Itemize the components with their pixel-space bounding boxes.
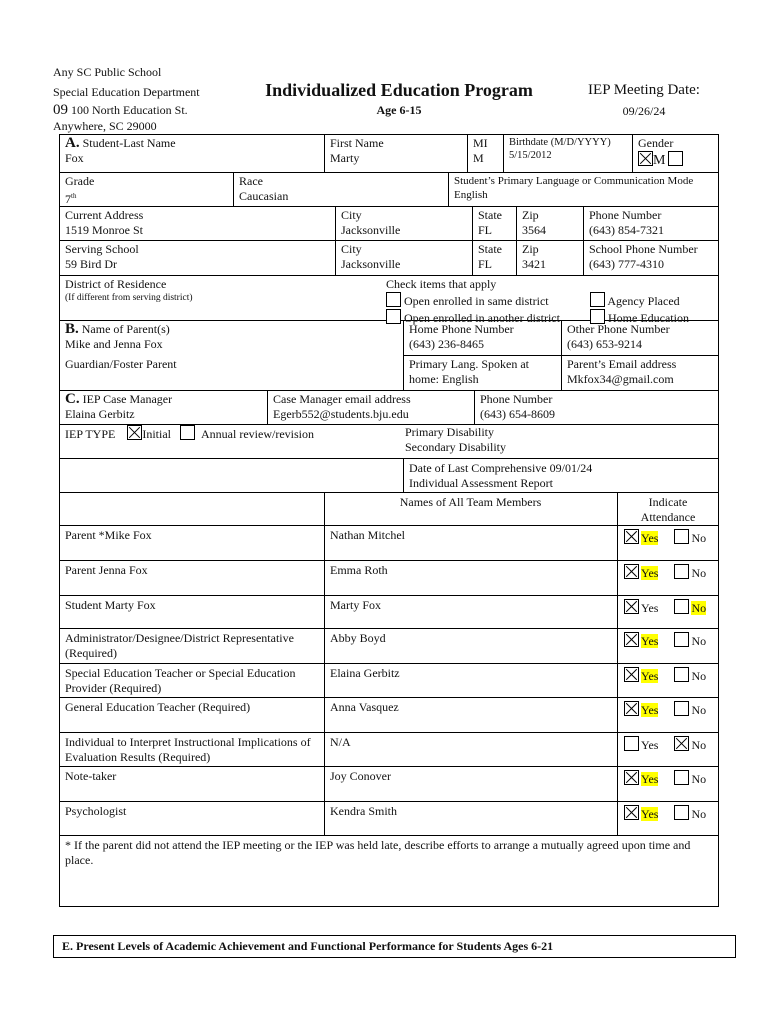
attendance-no-checkbox[interactable] bbox=[674, 529, 689, 544]
parent-email-label: Parent’s Email address bbox=[567, 357, 677, 371]
attendance-no-checkbox[interactable] bbox=[674, 805, 689, 820]
middle-initial-cell bbox=[467, 134, 503, 168]
late-meeting-note: * If the parent did not attend the IEP meeting or the IEP was held late, describe efforts to arrange a mutually agreed upon time and place. bbox=[65, 838, 691, 867]
attendance-yes-checkbox[interactable] bbox=[624, 667, 639, 682]
team-member-name[interactable]: Nathan Mitchel bbox=[330, 528, 405, 542]
home-education-label: Home Education bbox=[608, 311, 689, 325]
school-state-cell bbox=[472, 240, 516, 274]
team-role: General Education Teacher (Required) bbox=[65, 700, 251, 714]
open-another-district-label: Open enrolled in another district bbox=[404, 311, 560, 325]
address-label: Current Address bbox=[65, 208, 144, 222]
birthdate-label: Birthdate (M/D/YYYY) bbox=[509, 137, 611, 148]
serving-school-value[interactable]: 59 Bird Dr bbox=[65, 257, 117, 271]
home-language-cell bbox=[403, 355, 561, 389]
school-header bbox=[53, 64, 200, 134]
attendance-no-label: No bbox=[691, 703, 707, 717]
zip-label: Zip bbox=[522, 208, 539, 222]
gender-m-checkbox[interactable] bbox=[638, 151, 653, 166]
attendance-no-label: No bbox=[691, 531, 707, 545]
guardian-label: Guardian/Foster Parent bbox=[65, 357, 177, 371]
school-phone-cell bbox=[583, 240, 719, 274]
phone-cell bbox=[583, 206, 719, 240]
attendance-yes-label: Yes bbox=[641, 772, 659, 786]
disability-block bbox=[405, 425, 506, 455]
section-e-title: E. Present Levels of Academic Achievement and Functional Performance for Students Ages 6-21 bbox=[62, 939, 554, 953]
iep-type-row bbox=[65, 425, 314, 442]
case-manager-value[interactable]: Elaina Gerbitz bbox=[65, 407, 135, 421]
attendance-yes-checkbox[interactable] bbox=[624, 736, 639, 751]
agency-placed-checkbox[interactable] bbox=[590, 292, 605, 307]
section-b-letter: B. bbox=[65, 321, 79, 337]
initial-checkbox[interactable] bbox=[127, 425, 142, 440]
city-cell bbox=[335, 206, 472, 240]
district-cell bbox=[59, 275, 379, 306]
city-value[interactable]: Jacksonville bbox=[341, 223, 401, 237]
student-last-name-cell bbox=[59, 134, 324, 168]
school-phone-label: School Phone Number bbox=[589, 242, 698, 256]
attendance-yes-label: Yes bbox=[641, 531, 659, 545]
attendance-indicator bbox=[624, 736, 708, 753]
address-number: 09 bbox=[53, 102, 68, 118]
mi-label: MI bbox=[473, 136, 488, 150]
department-name: Special Education Department bbox=[53, 85, 200, 99]
first-name-cell bbox=[324, 134, 467, 168]
attendance-no-checkbox[interactable] bbox=[674, 632, 689, 647]
attendance-yes-checkbox[interactable] bbox=[624, 564, 639, 579]
assessment-report-label: Individual Assessment Report bbox=[409, 476, 553, 490]
school-city-cell bbox=[335, 240, 472, 274]
team-member-name[interactable]: Kendra Smith bbox=[330, 804, 397, 818]
school-zip-value[interactable]: 3421 bbox=[522, 257, 546, 271]
attendance-no-label: No bbox=[691, 566, 707, 580]
attendance-no-checkbox[interactable] bbox=[674, 770, 689, 785]
home-language-value[interactable]: home: English bbox=[409, 372, 479, 386]
phone-label: Phone Number bbox=[589, 208, 662, 222]
open-same-district-label: Open enrolled in same district bbox=[404, 294, 549, 308]
attendance-indicator bbox=[624, 667, 708, 684]
attendance-indicator bbox=[624, 564, 708, 581]
home-phone-value[interactable]: (643) 236-8465 bbox=[409, 337, 484, 351]
state-cell bbox=[472, 206, 516, 240]
team-member-name[interactable]: N/A bbox=[330, 735, 351, 749]
race-value[interactable]: Caucasian bbox=[239, 189, 289, 203]
attendance-no-label: No bbox=[691, 669, 707, 683]
language-label: Student’s Primary Language or Communication Mode bbox=[454, 175, 694, 187]
district-note: (If different from serving district) bbox=[65, 293, 193, 303]
phone-value[interactable]: (643) 854-7321 bbox=[589, 223, 664, 237]
grade-suffix: th bbox=[71, 192, 77, 200]
attendance-yes-label: Yes bbox=[641, 807, 659, 821]
case-manager-cell bbox=[59, 390, 267, 424]
school-state-value[interactable]: FL bbox=[478, 257, 493, 271]
first-name-label: First Name bbox=[330, 136, 384, 150]
attendance-yes-label: Yes bbox=[641, 601, 659, 615]
team-member-name[interactable]: Elaina Gerbitz bbox=[330, 666, 400, 680]
team-role: Individual to Interpret Instructional Implications of Evaluation Results (Required) bbox=[65, 735, 311, 764]
zip-value[interactable]: 3564 bbox=[522, 223, 546, 237]
section-c-letter: C. bbox=[65, 391, 80, 407]
parent-email-cell bbox=[561, 355, 719, 389]
home-language-label: Primary Lang. Spoken at bbox=[409, 357, 529, 371]
case-manager-label: IEP Case Manager bbox=[82, 392, 173, 406]
team-member-name[interactable]: Abby Boyd bbox=[330, 631, 386, 645]
other-phone-label: Other Phone Number bbox=[567, 322, 670, 336]
parent-name-value[interactable]: Mike and Jenna Fox bbox=[65, 337, 163, 351]
school-city-label: City bbox=[341, 242, 362, 256]
meeting-date-value: 09/26/24 bbox=[622, 104, 666, 118]
primary-disability-label: Primary Disability bbox=[405, 425, 494, 439]
team-role: Student Marty Fox bbox=[65, 598, 156, 612]
check-items-label: Check items that apply bbox=[386, 277, 497, 291]
language-cell bbox=[448, 172, 719, 204]
school-zip-label: Zip bbox=[522, 242, 539, 256]
attendance-yes-checkbox[interactable] bbox=[624, 632, 639, 647]
case-manager-phone-value[interactable]: (643) 654-8609 bbox=[480, 407, 555, 421]
parent-name-label: Name of Parent(s) bbox=[81, 322, 170, 336]
section-a-letter: A. bbox=[65, 135, 80, 151]
attendance-no-label: No bbox=[691, 772, 707, 786]
team-names-header: Names of All Team Members bbox=[399, 495, 542, 509]
race-cell bbox=[233, 172, 448, 206]
school-zip-cell bbox=[516, 240, 583, 274]
state-label: State bbox=[478, 208, 502, 222]
attendance-indicator bbox=[624, 701, 708, 718]
case-manager-phone-cell bbox=[474, 390, 719, 424]
gender-cell bbox=[632, 134, 719, 170]
attendance-no-label: No bbox=[691, 634, 707, 648]
team-role: Note-taker bbox=[65, 769, 117, 783]
birthdate-cell bbox=[503, 134, 632, 164]
last-name-label: Student-Last Name bbox=[82, 136, 176, 150]
team-role: Parent *Mike Fox bbox=[65, 528, 152, 542]
attendance-indicator bbox=[624, 770, 708, 787]
case-manager-email-cell bbox=[267, 390, 474, 424]
zip-cell bbox=[516, 206, 583, 240]
school-phone-value[interactable]: (643) 777-4310 bbox=[589, 257, 664, 271]
annual-review-checkbox[interactable] bbox=[180, 425, 195, 440]
gender-label: Gender bbox=[638, 136, 674, 150]
attendance-no-label: No bbox=[691, 738, 707, 752]
attendance-header bbox=[617, 493, 719, 527]
attendance-no-checkbox[interactable] bbox=[674, 701, 689, 716]
attendance-yes-checkbox[interactable] bbox=[624, 805, 639, 820]
gender-m-label: M bbox=[653, 153, 666, 168]
attendance-indicator bbox=[624, 805, 708, 822]
attendance-no-checkbox[interactable] bbox=[674, 736, 689, 751]
meeting-date-label: IEP Meeting Date: bbox=[588, 82, 700, 98]
attendance-indicator bbox=[624, 599, 708, 616]
team-member-name[interactable]: Emma Roth bbox=[330, 563, 388, 577]
attendance-header-line1: Indicate bbox=[648, 495, 688, 509]
race-label: Race bbox=[239, 174, 263, 188]
state-value[interactable]: FL bbox=[478, 223, 493, 237]
team-role: Administrator/Designee/District Representative (Required) bbox=[65, 631, 294, 660]
school-name: Any SC Public School bbox=[53, 65, 162, 79]
attendance-no-label: No bbox=[691, 807, 707, 821]
team-member-name[interactable]: Joy Conover bbox=[330, 769, 391, 783]
team-role: Psychologist bbox=[65, 804, 127, 818]
attendance-yes-label: Yes bbox=[641, 669, 659, 683]
attendance-yes-label: Yes bbox=[641, 634, 659, 648]
case-manager-email-value[interactable]: Egerb552@students.bju.edu bbox=[273, 407, 409, 421]
iep-type-label: IEP TYPE bbox=[65, 427, 116, 441]
mi-value[interactable]: M bbox=[473, 151, 484, 165]
home-phone-label: Home Phone Number bbox=[409, 322, 514, 336]
address-cell bbox=[59, 206, 335, 240]
city-state-zip: Anywhere, SC 29000 bbox=[53, 119, 157, 133]
agency-placed-label: Agency Placed bbox=[607, 294, 680, 308]
attendance-yes-checkbox[interactable] bbox=[624, 701, 639, 716]
enrollment-options bbox=[386, 277, 560, 326]
school-city-value[interactable]: Jacksonville bbox=[341, 257, 401, 271]
attendance-yes-checkbox[interactable] bbox=[624, 529, 639, 544]
attendance-no-checkbox[interactable] bbox=[674, 667, 689, 682]
annual-review-label: Annual review/revision bbox=[201, 427, 314, 441]
last-name-value[interactable]: Fox bbox=[65, 151, 84, 165]
home-phone-cell bbox=[403, 320, 561, 354]
other-phone-value[interactable]: (643) 653-9214 bbox=[567, 337, 642, 351]
serving-school-label: Serving School bbox=[65, 242, 139, 256]
secondary-disability-label: Secondary Disability bbox=[405, 440, 506, 454]
last-evaluation-label: Date of Last Comprehensive 09/01/24 bbox=[409, 461, 593, 475]
school-state-label: State bbox=[478, 242, 502, 256]
attendance-yes-checkbox[interactable] bbox=[624, 599, 639, 614]
attendance-indicator bbox=[624, 632, 708, 649]
birthdate-value[interactable]: 5/15/2012 bbox=[509, 150, 552, 161]
attendance-yes-checkbox[interactable] bbox=[624, 770, 639, 785]
grade-value[interactable]: 7 bbox=[65, 192, 71, 206]
serving-school-cell bbox=[59, 240, 335, 274]
attendance-no-label: No bbox=[691, 601, 707, 615]
case-manager-phone-label: Phone Number bbox=[480, 392, 553, 406]
grade-label: Grade bbox=[65, 174, 95, 188]
attendance-no-checkbox[interactable] bbox=[674, 599, 689, 614]
city-label: City bbox=[341, 208, 362, 222]
address-street: 100 North Education St. bbox=[71, 103, 188, 117]
section-e-header bbox=[53, 935, 736, 958]
team-member-name[interactable]: Marty Fox bbox=[330, 598, 381, 612]
attendance-header-line2: Attendance bbox=[640, 510, 696, 524]
case-manager-email-label: Case Manager email address bbox=[273, 392, 411, 406]
attendance-yes-label: Yes bbox=[641, 566, 659, 580]
guardian-cell bbox=[59, 355, 403, 374]
team-member-name[interactable]: Anna Vasquez bbox=[330, 700, 399, 714]
attendance-yes-label: Yes bbox=[641, 703, 659, 717]
team-role: Special Education Teacher or Special Education Provider (Required) bbox=[65, 666, 296, 695]
open-same-district-checkbox[interactable] bbox=[386, 292, 401, 307]
attendance-yes-label: Yes bbox=[641, 738, 659, 752]
initial-label: Initial bbox=[142, 427, 172, 441]
team-role: Parent Jenna Fox bbox=[65, 563, 148, 577]
other-phone-cell bbox=[561, 320, 719, 354]
parent-email-value[interactable]: Mkfox34@gmail.com bbox=[567, 372, 674, 386]
address-value[interactable]: 1519 Monroe St bbox=[65, 223, 143, 237]
last-evaluation-cell bbox=[403, 459, 719, 493]
parent-name-cell bbox=[59, 320, 403, 354]
attendance-indicator bbox=[624, 529, 708, 546]
first-name-value[interactable]: Marty bbox=[330, 151, 360, 165]
form-subtitle: Age 6-15 bbox=[376, 103, 422, 117]
attendance-no-checkbox[interactable] bbox=[674, 564, 689, 579]
language-value[interactable]: English bbox=[454, 189, 488, 201]
gender-other-checkbox[interactable] bbox=[668, 151, 683, 166]
district-label: District of Residence bbox=[65, 277, 167, 291]
grade-cell bbox=[59, 172, 233, 209]
form-title: Individualized Education Program bbox=[265, 80, 533, 100]
